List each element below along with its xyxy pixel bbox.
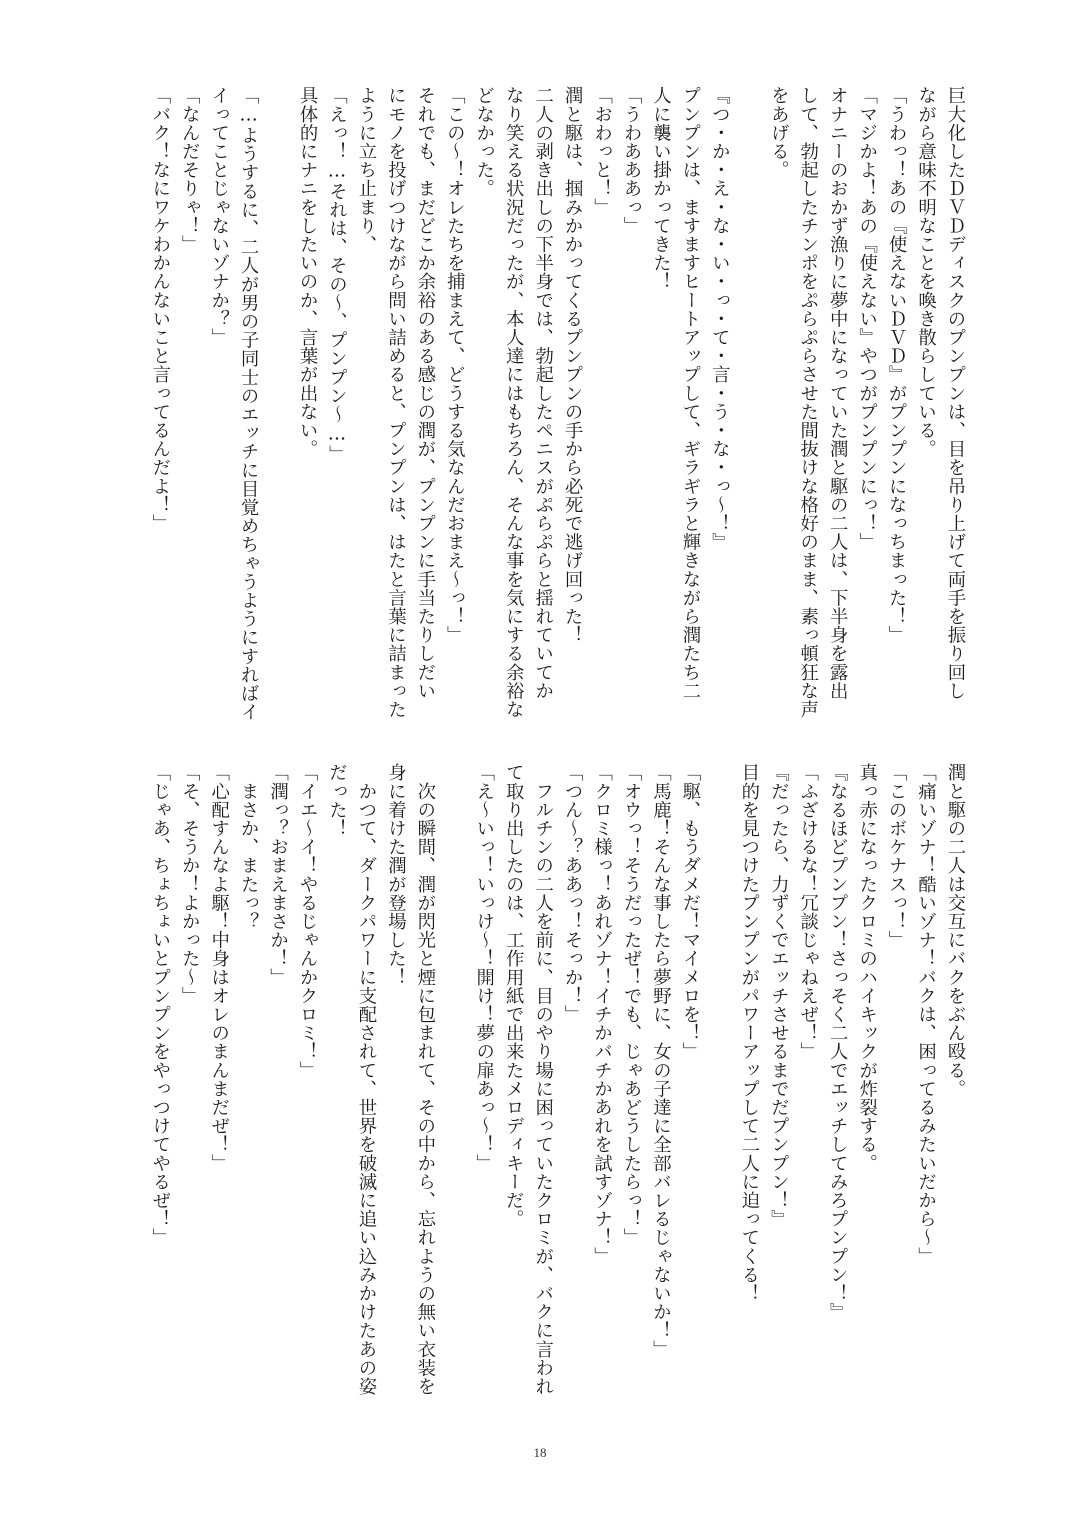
text-line: 『つ・か・え・な・い・っ・て・言・う・な・っ〜！』: [709, 86, 731, 551]
text-line: 「うわっ！あの『使えないＤＶＤ』がプンプンになっちまった！」: [886, 86, 908, 644]
text-line: 「駆、もうダメだ！マイメロを！」: [679, 763, 701, 1061]
text-line: 「え〜いっ！いっけ〜！開け！夢の扉あっ〜！」: [473, 763, 495, 1173]
text-line: 「そ、そうか！よかった〜」: [179, 763, 201, 1005]
text-line: まさか、またっ？: [238, 763, 260, 931]
text-line: ながら意味不明なことを喚き散らしている。: [915, 86, 937, 458]
text-line: かつて、ダークパワーに支配されて、世界を破滅に追い込みかけたあの姿: [355, 763, 377, 1396]
text-line: 「この〜！オレたちを捕まえて、どうする気なんだおまえ〜っ！」: [444, 86, 466, 644]
text-line: 二人の剥き出しの下半身では、勃起したペニスがぷらぷらと揺れていてか: [532, 86, 554, 700]
blank-line: [263, 86, 292, 706]
text-line: オナニーのおかず漁りに夢中になっていた潤と駆の二人は、下半身を露出: [827, 86, 849, 700]
text-line: て取り出したのは、工作用紙で出来たメロディキーだ。: [503, 763, 525, 1228]
text-line: 人に襲い掛かってきた！: [650, 86, 672, 291]
text-line: 「マジかよ！あの『使えない』やつがプンプンにっ！」: [856, 86, 878, 551]
text-line: それでも、まだどこか余裕のある感じの潤が、プンプンに手当たりしだい: [414, 86, 436, 700]
text-line: 次の瞬間、潤が閃光と煙に包まれて、その中から、忘れようの無い衣装を: [414, 763, 436, 1396]
text-line: 「おわっと！」: [591, 86, 613, 217]
text-line: なり笑える状況だったが、本人達にはもちろん、そんな事を気にする余裕な: [503, 86, 525, 719]
text-line: 「バク！なにワケわかんないこと言ってるんだよ！」: [149, 86, 171, 533]
text-line: 真っ赤になったクロミのハイキックが炸裂する。: [856, 763, 878, 1173]
text-line: 「ふざけるな！冗談じゃねえぜ！」: [797, 763, 819, 1061]
blank-line: [440, 763, 469, 1403]
text-line: 「イエ〜イ！やるじゃんかクロミ！」: [297, 763, 319, 1080]
text-line: 「潤っ？おまえまさか！」: [267, 763, 289, 987]
text-line: 「クロミ様っ！あれゾナ！イチかバチかあれを試すゾナ！」: [591, 763, 613, 1266]
text-line: 「…ようするに、二人が男の子同士のエッチに目覚めちゃうようにすればイ: [238, 86, 260, 721]
text-line: にモノを投げつけながら問い詰めると、プンプンは、はたと言葉に詰まった: [385, 86, 407, 719]
text-line: 「痛いゾナ！酷いゾナ！バクは、困ってるみたいだから〜」: [915, 763, 937, 1266]
text-line: 身に着けた潤が登場した！: [385, 763, 407, 987]
text-line: 具体的にナニをしたいのか、言葉が出ない。: [297, 86, 319, 458]
text-line: 『なるほどプンプン！さっそく二人でエッチしてみろプンプン！』: [827, 763, 849, 1321]
text-line: 巨大化したＤＶＤディスクのプンプンは、目を吊り上げて両手を振り回し: [945, 86, 966, 700]
text-line: イってことじゃないゾナか？」: [208, 86, 230, 347]
text-line: 目的を見つけたプンプンがパワーアップして二人に迫ってくる！: [738, 763, 760, 1303]
text-line: ように立ち止まり、: [355, 86, 377, 254]
blank-line: [705, 763, 734, 1403]
text-line: 『だったら、力ずくでエッチさせるまでだプンプン！』: [768, 763, 790, 1228]
text-line: どなかった。: [473, 86, 495, 198]
text-line: 「えっ！…それは、その〜、プンプン〜…」: [326, 86, 348, 464]
text-line: 潤と駆の二人は交互にバクをぶん殴る。: [945, 763, 966, 1098]
text-line: 「つん〜？ああっ！そっか！」: [562, 763, 584, 1024]
page-number: 18: [533, 1445, 547, 1460]
text-line: 潤と駆は、掴みかかってくるプンプンの手から必死で逃げ回った！: [562, 86, 584, 644]
text-line: 「じゃあ、ちょちょいとプンプンをやっつけてやるぜ！」: [149, 763, 171, 1247]
text-line: だった！: [326, 763, 348, 838]
text-line: 「このボケナスっ！」: [886, 763, 908, 949]
text-line: 「オウっ！そうだったぜ！でも、じゃあどうしたらっ！」: [621, 763, 643, 1247]
text-line: をあげる。: [768, 86, 790, 179]
text-line: 「馬鹿！そんな事したら夢野に、女の子達に全部バレるじゃないか！」: [650, 763, 672, 1359]
bottom-text-block: [145, 763, 970, 1403]
text-line: 「心配すんなよ駆！中身はオレのまんまだぜ！」: [208, 763, 230, 1173]
text-line: 「なんだそりゃ！」: [179, 86, 201, 254]
text-line: プンプンは、ますますヒートアップして、ギラギラと輝きながら潤たち二: [679, 86, 701, 700]
blank-line: [734, 86, 763, 706]
text-line: フルチンの二人を前に、目のやり場に困っていたクロミが、バクに言われ: [532, 763, 554, 1396]
text-line: 「うわあああっ」: [621, 86, 643, 235]
top-text-block: [145, 86, 970, 721]
text-line: して、勃起したチンポをぷらぷらさせた間抜けな格好のまま、素っ頓狂な声: [797, 86, 819, 719]
